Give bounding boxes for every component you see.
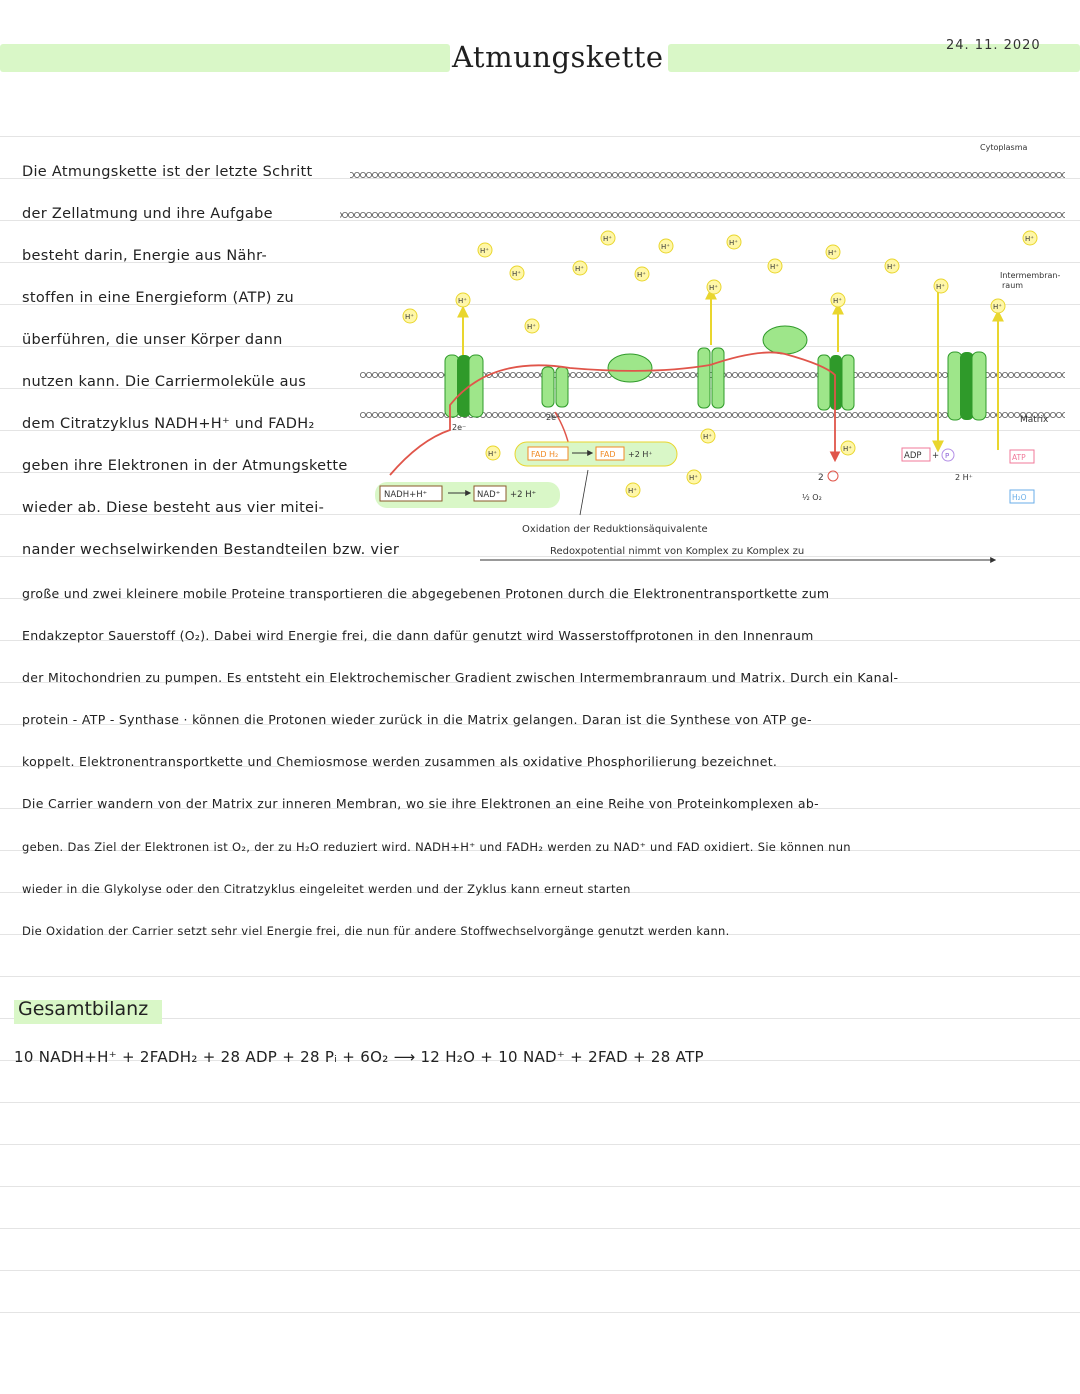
intro-line: der Zellatmung und ihre Aufgabe [22,206,273,222]
intro-line: nutzen kann. Die Carriermoleküle aus [22,374,307,390]
nadh-label: NADH+H⁺ [384,490,428,500]
outer-membrane-top [350,170,1065,180]
oxidation-caption: Oxidation der Reduktionsäquivalente [522,524,708,535]
svg-text:H⁺: H⁺ [936,283,945,291]
svg-text:H⁺: H⁺ [458,297,467,305]
label-matrix: Matrix [1020,415,1049,425]
svg-text:H⁺: H⁺ [628,487,637,495]
mobile-carrier-2 [763,326,807,354]
label-cytoplasm: Cytoplasma [980,143,1028,152]
intro-line: wieder ab. Diese besteht aus vier mitei- [22,500,325,516]
svg-text:H⁺: H⁺ [703,433,712,441]
respiratory-chain-diagram [330,130,1080,570]
body-line: protein - ATP - Synthase · können die Protonen wieder zurück in die Matrix gelangen. Daran ist die Synthese von ATP ge- [22,712,812,727]
outer-membrane-bottom [340,210,1065,220]
phosphate-label: P [945,452,950,460]
redox-caption: Redoxpotential nimmt von Komplex zu Komplex zu [550,546,805,557]
svg-text:H⁺: H⁺ [689,474,698,482]
svg-text:H⁺: H⁺ [993,303,1002,311]
fad-label: FAD [600,450,616,459]
pointer-line [580,470,588,515]
svg-text:H⁺: H⁺ [661,243,670,251]
intro-line: überführen, die unser Körper dann [22,332,283,348]
summary-heading: Gesamtbilanz [18,998,149,1020]
body-line: der Mitochondrien zu pumpen. Es entsteht ein Elektrochemischer Gradient zwischen Intermembranraum und Matrix. Durch ein Kanal- [22,670,899,685]
svg-text:H⁺: H⁺ [405,313,414,321]
body-line: Die Oxidation der Carrier setzt sehr viel Energie frei, die nun für andere Stoffwechselvorgänge genutzt werden kann. [22,924,730,938]
atp-synthase [948,352,986,420]
intro-line: nander wechselwirkenden Bestandteilen bzw. vier [22,542,400,558]
electrons-label: 2e⁻ [546,413,561,422]
electrons-label: 2e⁻ [452,423,467,432]
h2o-label: H₂O [1012,493,1027,502]
complex-4 [818,355,854,410]
intro-line: besteht darin, Energie aus Nähr- [22,248,268,264]
svg-text:H⁺: H⁺ [887,263,896,271]
svg-text:H⁺: H⁺ [512,270,521,278]
svg-text:H⁺: H⁺ [770,263,779,271]
page-title: Atmungskette [452,40,664,74]
fad-plus-2h: +2 H⁺ [628,450,653,459]
intro-line: geben ihre Elektronen in der Atmungskette [22,458,348,474]
page-date: 24. 11. 2020 [946,38,1041,53]
label-intermembrane-2: raum [1002,281,1024,290]
svg-text:H⁺: H⁺ [709,284,718,292]
adp-label: ADP [904,451,922,461]
svg-text:H⁺: H⁺ [1025,235,1034,243]
svg-text:H⁺: H⁺ [575,265,584,273]
atp-label: ATP [1012,453,1026,462]
body-line: Die Carrier wandern von der Matrix zur inneren Membran, wo sie ihre Elektronen an eine Reihe von Proteinkomplexen ab- [22,796,819,811]
svg-text:H⁺: H⁺ [603,235,612,243]
mobile-carrier-1 [608,354,652,382]
svg-text:H⁺: H⁺ [488,450,497,458]
half-o2-label: ½ O₂ [802,493,822,502]
svg-text:H⁺: H⁺ [828,249,837,257]
summary-equation: 10 NADH+H⁺ + 2FADH₂ + 28 ADP + 28 Pᵢ + 6O₂ ⟶ 12 H₂O + 10 NAD⁺ + 2FAD + 28 ATP [14,1048,704,1066]
nad-label: NAD⁺ [477,490,501,500]
label-intermembrane: Intermembran- [1000,271,1061,280]
svg-text:H⁺: H⁺ [637,271,646,279]
title-highlight-left [0,44,450,72]
svg-text:H⁺: H⁺ [833,297,842,305]
svg-text:H⁺: H⁺ [527,323,536,331]
body-line: wieder in die Glykolyse oder den Citratzyklus eingeleitet werden und der Zyklus kann erneut starten [22,882,631,896]
body-line: geben. Das Ziel der Elektronen ist O₂, der zu H₂O reduziert wird. NADH+H⁺ und FADH₂ werden zu NAD⁺ und FAD oxidiert. Sie können nun [22,840,851,854]
svg-text:H⁺: H⁺ [843,445,852,453]
body-line: große und zwei kleinere mobile Proteine transportieren die abgegebenen Protonen durch die Elektronentransportkette zum [22,586,830,601]
electrons-count: 2 [818,473,824,483]
adp-plus: + [932,451,940,461]
svg-text:H⁺: H⁺ [480,247,489,255]
fadh2-label: FAD H₂ [531,450,559,459]
intro-line: Die Atmungskette ist der letzte Schritt [22,164,313,180]
body-line: Endakzeptor Sauerstoff (O₂). Dabei wird Energie frei, die dann dafür genutzt wird Wasserstoffprotonen in den Innenraum [22,628,814,643]
two-h-label: 2 H⁺ [955,473,973,482]
intro-line: dem Citratzyklus NADH+H⁺ und FADH₂ [22,416,315,432]
body-line: koppelt. Elektronentransportkette und Chemiosmose werden zusammen als oxidative Phosphorilierung bezeichnet. [22,754,778,769]
nad-plus-2h: +2 H⁺ [510,490,537,500]
svg-text:H⁺: H⁺ [729,239,738,247]
electron-circle [828,471,838,481]
intro-line: stoffen in eine Energieform (ATP) zu [22,290,295,306]
